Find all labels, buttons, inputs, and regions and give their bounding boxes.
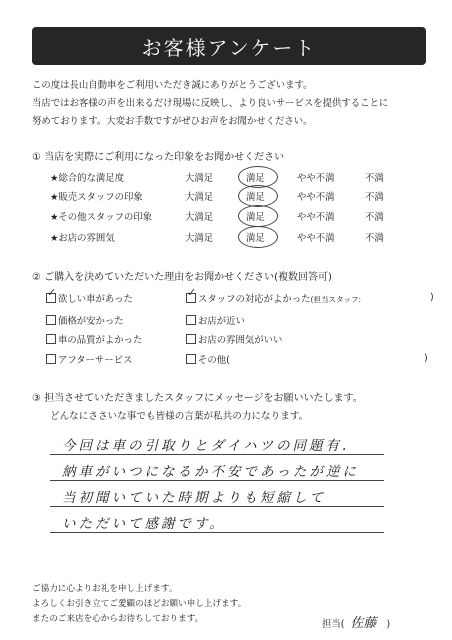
checkbox-label: お店の雰囲気がいい <box>198 335 283 346</box>
checkbox-label: 欲しい車があった <box>58 294 133 305</box>
option-somewhat-dissatisfied[interactable]: やや不満 <box>297 173 335 184</box>
rating-row <box>50 170 410 186</box>
checkbox-label: 車の品質がよかった <box>58 335 143 346</box>
message-line: いただいて感謝です。 <box>62 516 226 532</box>
message-line: 今回は車の引取りとダイハツの同題有. <box>62 438 350 454</box>
staff-in-charge <box>322 612 390 631</box>
q2-heading: ② ご購入を決めていただいた理由をお聞かせください(複数回答可) <box>32 272 332 283</box>
ruled-line <box>50 532 384 533</box>
footer-line: またのご来店を心からお待ちしております。 <box>32 614 204 624</box>
option-dissatisfied[interactable]: 不満 <box>365 173 384 184</box>
ruled-line <box>50 506 384 507</box>
close-paren: ) <box>424 353 428 364</box>
ruled-line <box>50 454 384 455</box>
checkbox[interactable] <box>46 315 56 325</box>
checkbox-item[interactable] <box>46 352 132 366</box>
rating-label: ★その他スタッフの印象 <box>50 212 153 223</box>
checkbox[interactable] <box>186 334 196 344</box>
rating-row <box>50 189 410 205</box>
option-satisfied[interactable]: 満足 <box>246 233 265 244</box>
checkbox[interactable] <box>186 286 197 303</box>
selection-circle <box>238 226 278 248</box>
message-line: 納車がいつになるか不安であったが逆に <box>62 464 359 480</box>
option-very-satisfied[interactable]: 大満足 <box>185 173 214 184</box>
option-dissatisfied[interactable]: 不満 <box>365 233 384 244</box>
check-mark-icon: ✓ <box>187 286 197 299</box>
checkbox[interactable] <box>46 286 57 303</box>
option-somewhat-dissatisfied[interactable]: やや不満 <box>297 192 335 203</box>
checkbox-label: アフターサービス <box>58 355 133 366</box>
option-somewhat-dissatisfied[interactable]: やや不満 <box>297 233 335 244</box>
checkbox-item[interactable] <box>46 286 133 305</box>
ruled-line <box>50 480 384 481</box>
charge-signer: 佐藤 <box>350 616 377 631</box>
option-somewhat-dissatisfied[interactable]: やや不満 <box>297 212 335 223</box>
option-very-satisfied[interactable]: 大満足 <box>185 212 214 223</box>
rating-label: ★お店の雰囲気 <box>50 233 115 244</box>
selection-circle <box>238 185 278 207</box>
rating-label: ★総合的な満足度 <box>50 173 125 184</box>
close-paren: ) <box>430 292 434 303</box>
check-mark-icon: ✓ <box>47 286 57 299</box>
intro-line: この度は長山自動車をご利用いただき誠にありがとうございます。 <box>32 80 313 91</box>
checkbox-label: スタッフの対応がよかった <box>198 294 311 305</box>
checkbox[interactable] <box>46 354 56 364</box>
staff-note-label: (担当スタッフ: <box>310 295 361 304</box>
checkbox-item[interactable] <box>186 313 245 327</box>
checkbox-item[interactable] <box>46 313 124 327</box>
checkbox[interactable] <box>46 334 56 344</box>
checkbox[interactable] <box>186 354 196 364</box>
option-very-satisfied[interactable]: 大満足 <box>185 233 214 244</box>
option-dissatisfied[interactable]: 不満 <box>365 212 384 223</box>
checkbox-item[interactable] <box>186 352 230 366</box>
checkbox[interactable] <box>186 315 196 325</box>
q3-heading: ③ 担当させていただきましたスタッフにメッセージをお願いいたします。 <box>32 393 363 404</box>
q1-heading: ① 当店を実際にご利用になった印象をお聞かせください <box>32 152 285 163</box>
message-line: 当初聞いていた時期よりも短縮して <box>62 490 326 506</box>
checkbox-item[interactable] <box>186 286 361 305</box>
selection-circle <box>238 205 278 227</box>
charge-label: 担当( <box>322 619 345 630</box>
rating-row <box>50 209 410 225</box>
footer-text <box>32 582 246 627</box>
intro-line: 当店ではお客様の声を出来るだけ現場に反映し、より良いサービスを提供することに <box>32 98 389 109</box>
rating-row <box>50 230 410 246</box>
checkbox-item[interactable] <box>186 332 282 346</box>
intro-text <box>32 77 432 131</box>
footer-line: よろしくお引き立てご愛顧のほどお願い申し上げます。 <box>32 599 247 609</box>
checkbox-label: その他( <box>198 355 230 366</box>
intro-line: 努めております。大変お手数ですがぜひお声をお聞かせください。 <box>32 116 313 127</box>
option-satisfied[interactable]: 満足 <box>246 212 265 223</box>
option-satisfied[interactable]: 満足 <box>246 192 265 203</box>
checkbox-label: お店が近い <box>198 316 245 327</box>
option-very-satisfied[interactable]: 大満足 <box>185 192 214 203</box>
option-dissatisfied[interactable]: 不満 <box>365 192 384 203</box>
q3-subheading: どんなにささいな事でも皆様の言葉が私共の力になります。 <box>50 411 309 422</box>
checkbox-label: 価格が安かった <box>58 316 124 327</box>
page-title: お客様アンケート <box>32 27 426 65</box>
checkbox-item[interactable] <box>46 332 142 346</box>
charge-close: ) <box>386 619 391 630</box>
footer-line: ご協力に心よりお礼を申し上げます。 <box>32 584 178 594</box>
rating-label: ★販売スタッフの印象 <box>50 192 143 203</box>
option-satisfied[interactable]: 満足 <box>246 173 265 184</box>
